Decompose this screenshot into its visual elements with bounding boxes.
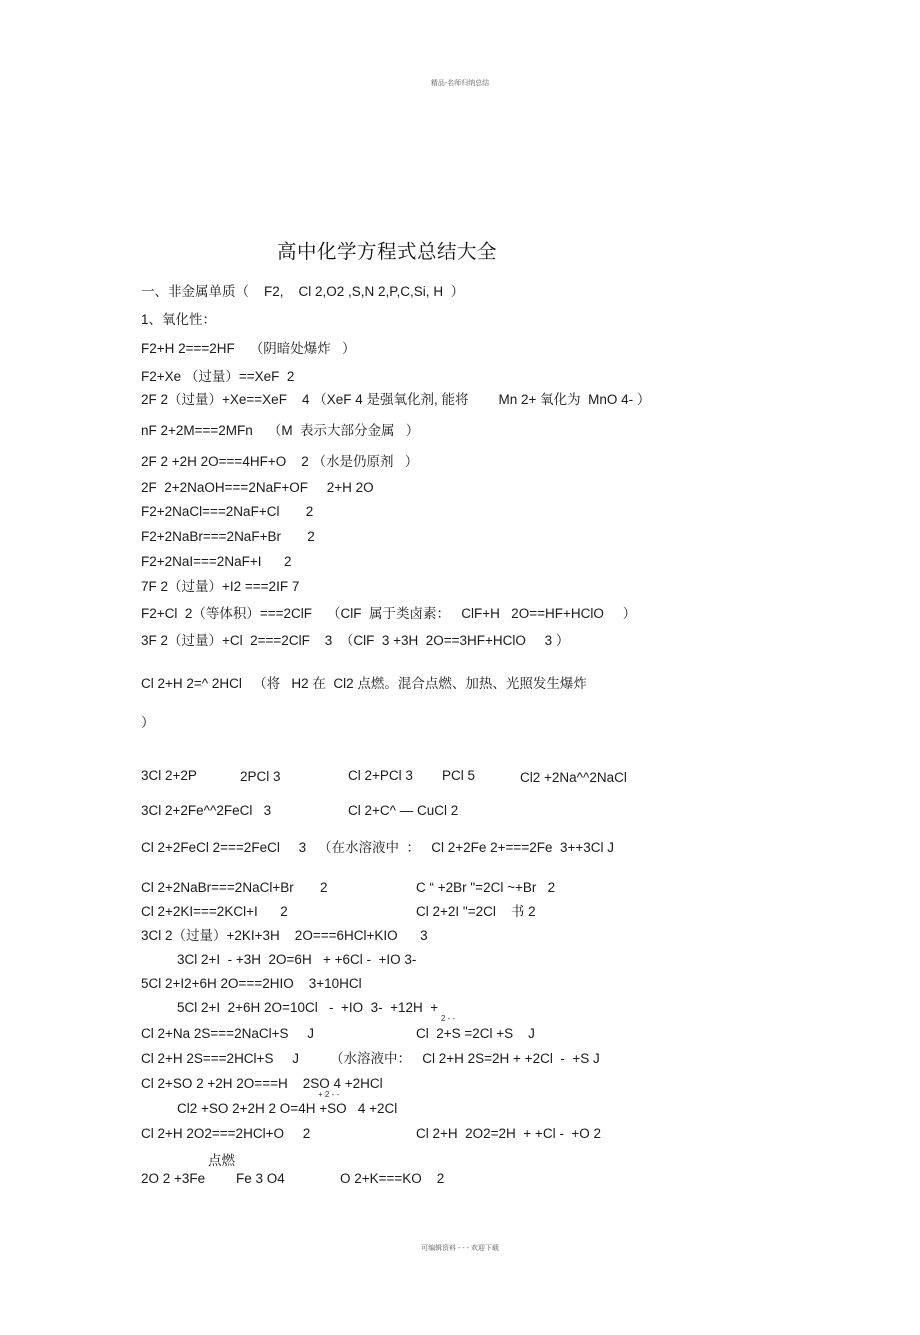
- equation: Cl 2+H 2S===2HCl+S J: [141, 1051, 299, 1066]
- equation-line: F2+2NaCl===2NaF+Cl 2: [141, 504, 314, 519]
- equation: Cl2 +2Na^^2NaCl: [520, 770, 627, 785]
- equation-line: F2+Xe （过量）==XeF 2: [141, 369, 295, 384]
- equation: Fe 3 O4: [236, 1171, 285, 1186]
- equation: Cl 2+2FeCl 2===2FeCl 3: [141, 840, 307, 855]
- superscript-charge: 2 - -: [441, 1014, 456, 1023]
- equation: 2O 2 +3Fe: [141, 1171, 206, 1186]
- equation: （水溶液中： Cl 2+H 2S=2H + +2Cl - +S J: [330, 1051, 600, 1066]
- page-title: 高中化学方程式总结大全: [277, 240, 498, 263]
- equation-line: nF 2+2M===2MFn （M 表示大部分金属 ）: [141, 423, 420, 438]
- equation: Cl 2+H 2O2=2H + +Cl - +O 2: [416, 1126, 601, 1141]
- equation: （在水溶液中 ： Cl 2+2Fe 2+===2Fe 3++3Cl J: [318, 840, 614, 855]
- page-header: 精品-名师归纳总结: [430, 80, 490, 87]
- equation-line: 7F 2（过量）+I2 ===2IF 7: [141, 579, 300, 594]
- equation-line: 2F 2 +2H 2O===4HF+O 2 （水是仍原剂 ）: [141, 454, 419, 469]
- equation-line: F2+Cl 2（等体积）===2ClF （ClF 属于类卤素： ClF+H 2O==HF+HClO ）: [141, 606, 637, 621]
- equation: 2PCl 3: [240, 769, 281, 784]
- equation-line: 2F 2+2NaOH===2NaF+OF 2+H 2O: [141, 480, 374, 495]
- equation: 5Cl 2+I2+6H 2O===2HIO 3+10HCl: [141, 976, 362, 991]
- equation: Cl 2+PCl 3: [348, 768, 413, 783]
- equation: Cl 2+H 2O2===2HCl+O 2: [141, 1126, 311, 1141]
- equation-line: 3F 2（过量）+Cl 2===2ClF 3 （ClF 3 +3H 2O==3HF+HClO 3 ）: [141, 633, 570, 648]
- equation: 3Cl 2+2Fe^^2FeCl 3: [141, 803, 272, 818]
- section-heading: 一、非金属单质（ F2, Cl 2,O2 ,S,N 2,P,C,Si, H ）: [141, 284, 465, 299]
- reaction-condition: 点燃: [208, 1153, 235, 1168]
- equation: 3Cl 2（过量）+2KI+3H 2O===6HCl+KIO 3: [141, 928, 428, 943]
- equation: 3Cl 2+I - +3H 2O=6H + +6Cl - +IO 3-: [177, 952, 417, 967]
- equation: Cl 2+S =2Cl +S J: [416, 1026, 535, 1041]
- superscript-charge: + 2 - -: [318, 1090, 340, 1099]
- equation: 5Cl 2+I 2+6H 2O=10Cl - +IO 3- +12H +: [177, 1000, 439, 1015]
- equation-line: F2+2NaBr===2NaF+Br 2: [141, 529, 315, 544]
- equation: PCl 5: [442, 768, 476, 783]
- equation-line: ）: [141, 715, 155, 730]
- equation-line: 2F 2（过量）+Xe==XeF 4 （XeF 4 是强氧化剂, 能将 Mn 2+ 氧化为 MnO 4- ）: [141, 392, 651, 407]
- subsection-heading: 1、氧化性：: [141, 312, 217, 327]
- equation: Cl 2+C^ — CuCl 2: [348, 803, 459, 818]
- equation: Cl 2+Na 2S===2NaCl+S J: [141, 1026, 314, 1041]
- equation: Cl 2+2I "=2Cl 书 2: [416, 904, 536, 919]
- equation-line: Cl 2+H 2=^ 2HCl （将 H2 在 Cl2 点燃。混合点燃、加热、光照发生爆炸: [141, 676, 587, 691]
- equation: Cl 2+2NaBr===2NaCl+Br 2: [141, 880, 328, 895]
- equation-line: F2+H 2===2HF （阴暗处爆炸 ）: [141, 341, 356, 356]
- equation: Cl 2+SO 2 +2H 2O===H 2SO 4 +2HCl: [141, 1076, 383, 1091]
- equation: C “ +2Br "=2Cl ~+Br 2: [416, 880, 556, 895]
- equation: Cl 2+2KI===2KCl+I 2: [141, 904, 288, 919]
- equation: 3Cl 2+2P: [141, 768, 197, 783]
- equation: Cl2 +SO 2+2H 2 O=4H +SO 4 +2Cl: [177, 1101, 398, 1116]
- page-footer: 可编辑资料 - - - 欢迎下载: [421, 1245, 499, 1252]
- equation: O 2+K===KO 2: [340, 1171, 445, 1186]
- equation-line: F2+2NaI===2NaF+I 2: [141, 554, 292, 569]
